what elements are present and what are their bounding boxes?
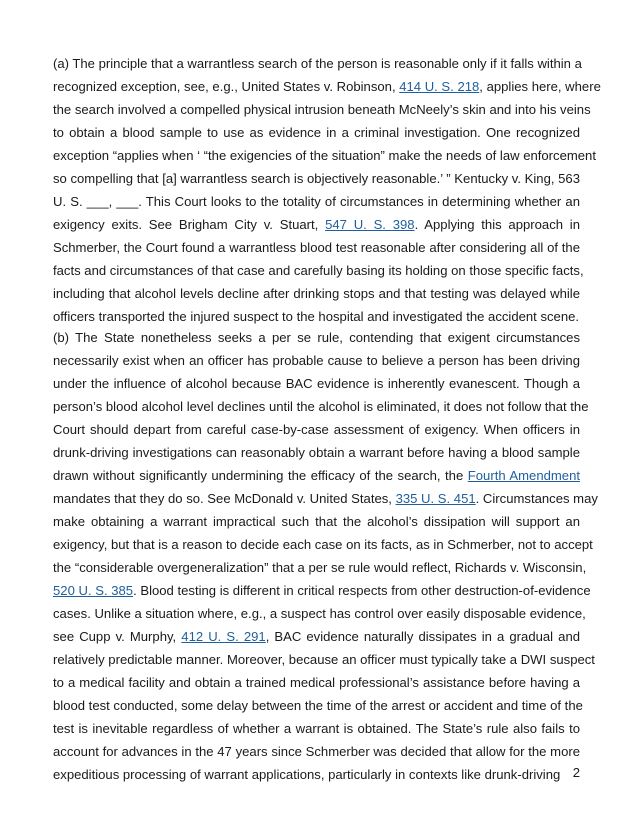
text-line: (a) The principle that a warrantless search of the person is reasonable only if it falls within a (53, 56, 582, 71)
text-line: exception “applies when ‘ “the exigencies of the situation” make the needs of law enforcement (53, 148, 596, 163)
text-line: mandates that they do so. See McDonald v. United States, 335 U. S. 451. Circumstances may (53, 491, 598, 506)
text-line: officers transported the injured suspect to the hospital and investigated the accident scene. (53, 309, 580, 324)
text-line: exigency, but that is a reason to decide each case on its facts, as in Schmerber, not to accept (53, 537, 593, 552)
text-line: account for advances in the 47 years since Schmerber was decided that allow for the more (53, 744, 580, 759)
citation-link[interactable]: Fourth Amendment (467, 468, 581, 483)
text-line: recognized exception, see, e.g., United States v. Robinson, 414 U. S. 218, applies here, where (53, 79, 601, 94)
citation-link[interactable]: 520 U. S. 385 (53, 583, 134, 598)
citation-link[interactable]: 335 U. S. 451 (395, 491, 476, 506)
citation-link[interactable]: 547 U. S. 398 (325, 217, 415, 232)
text-line: the search involved a compelled physical intrusion beneath McNeely’s skin and into his veins (53, 102, 591, 117)
text-line: relatively predictable manner. Moreover, because an officer must typically take a DWI suspect (53, 652, 595, 667)
text-line: blood test conducted, some delay between the time of the arrest or accident and time of the (53, 698, 583, 713)
text-line: see Cupp v. Murphy, 412 U. S. 291, BAC evidence naturally dissipates in a gradual and (53, 629, 581, 644)
paragraph-a (53, 52, 601, 328)
paragraph-b (53, 326, 598, 786)
text-line: (b) The State nonetheless seeks a per se rule, contending that exigent circumstances (53, 330, 580, 345)
text-line: so compelling that [a] warrantless search is objectively reasonable.’ ” Kentucky v. King, 563 (53, 171, 580, 186)
text-line: to a medical facility and obtain a trained medical professional’s assistance before having a (53, 675, 580, 690)
text-line: U. S. ___, ___. This Court looks to the totality of circumstances in determining whether an (53, 194, 580, 209)
text-line: under the influence of alcohol because BAC evidence is inherently evanescent. Though a (53, 376, 580, 391)
text-line: make obtaining a warrant impractical such that the alcohol’s dissipation will support an (53, 514, 580, 529)
text-line: expeditious processing of warrant applications, particularly in contexts like drunk-driving (53, 767, 561, 782)
text-line: to obtain a blood sample to use as evidence in a criminal investigation. One recognized (53, 125, 580, 140)
text-line: Court should depart from careful case-by-case assessment of exigency. When officers in (53, 422, 580, 437)
text-line: test is inevitable regardless of whether a warrant is obtained. The State’s rule also fails to (53, 721, 580, 736)
text-line: including that alcohol levels decline after drinking stops and that testing was delayed while (53, 286, 580, 301)
text-line: exigency exits. See Brigham City v. Stuart, 547 U. S. 398. Applying this approach in (53, 217, 580, 232)
citation-link[interactable]: 412 U. S. 291 (181, 629, 266, 644)
text-line: person’s blood alcohol level declines until the alcohol is eliminated, it does not follow that the (53, 399, 589, 414)
text-line: 520 U. S. 385. Blood testing is different in critical respects from other destruction-of-evidence (53, 583, 591, 598)
text-line: cases. Unlike a situation where, e.g., a suspect has control over easily disposable evidence, (53, 606, 586, 621)
page-number: 2 (572, 765, 580, 780)
text-line: necessarily exist when an officer has probable cause to believe a person has been driving (53, 353, 580, 368)
text-line: facts and circumstances of that case and carefully basing its holding on those specific facts, (53, 263, 584, 278)
text-line: Schmerber, the Court found a warrantless blood test reasonable after considering all of the (53, 240, 580, 255)
citation-link[interactable]: 414 U. S. 218 (399, 79, 480, 94)
text-line: drawn without significantly undermining the efficacy of the search, the Fourth Amendment (53, 468, 581, 483)
text-line: the “considerable overgeneralization” that a per se rule would reflect, Richards v. Wisconsin, (53, 560, 587, 575)
text-line: drunk-driving investigations can reasonably obtain a warrant before having a blood sample (53, 445, 580, 460)
